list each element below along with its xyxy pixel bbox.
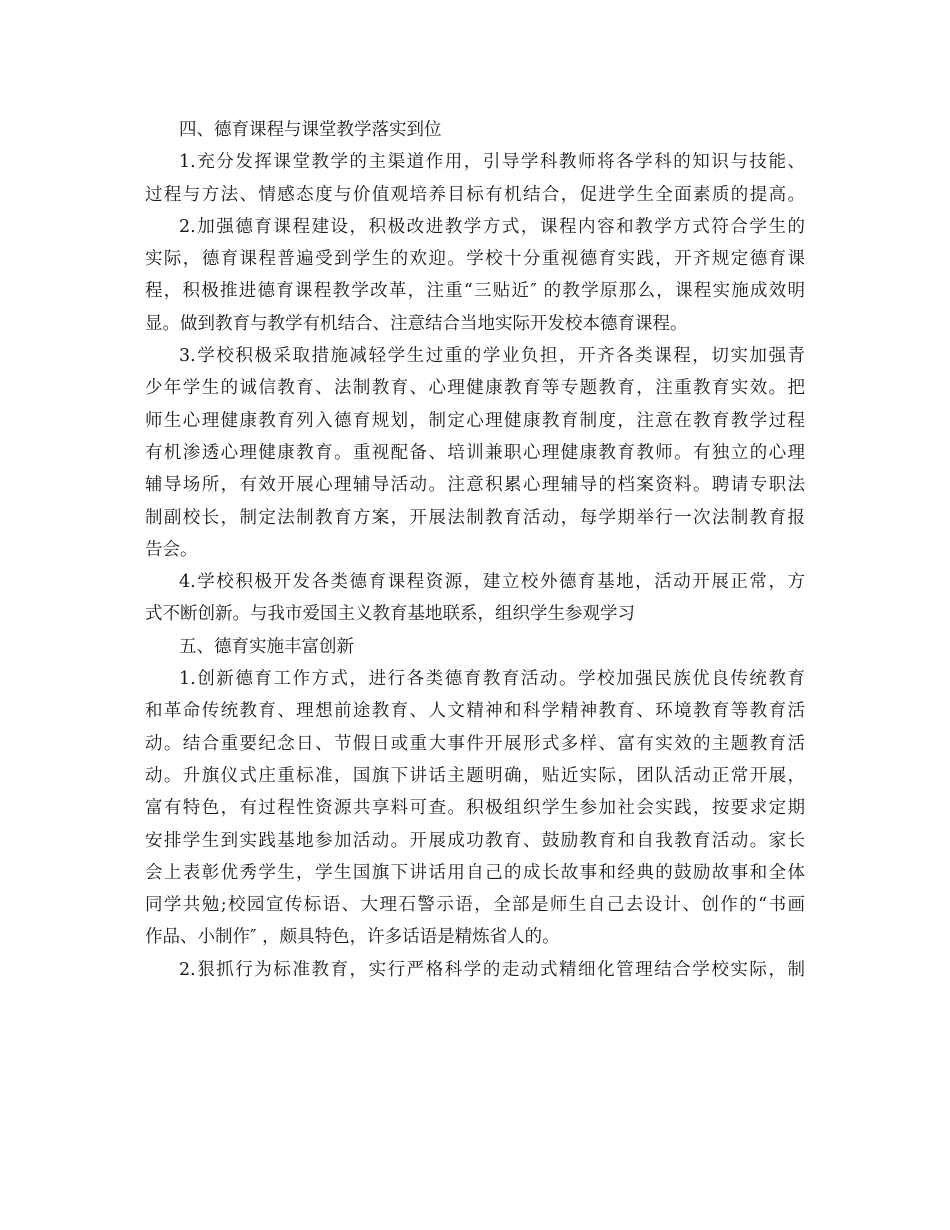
- document-page: [145, 114, 805, 986]
- text-line: 会上表彰优秀学生，学生国旗下讲话用自己的成长故事和经典的鼓励故事和全体: [145, 862, 805, 883]
- text-line: 同学共勉;校园宣传标语、大理石警示语，全部是师生自己去设计、创作的“书画: [145, 895, 805, 916]
- text-line: 安排学生到实践基地参加活动。开展成功教育、鼓励教育和自我教育活动。家长: [145, 830, 805, 851]
- text-line: 作品、小制作″ ，颇具特色，许多话语是精炼省人的。: [145, 927, 560, 948]
- text-line: 富有特色，有过程性资源共享料可查。积极组织学生参加社会实践，按要求定期: [145, 798, 805, 819]
- text-line: 少年学生的诚信教育、法制教育、心理健康教育等专题教育，注重教育实效。把: [145, 378, 805, 399]
- text-line: 3.学校积极采取措施减轻学生过重的学业负担，开齐各类课程，切实加强青: [179, 346, 805, 367]
- text-line: 有机渗透心理健康教育。重视配备、培训兼职心理健康教育教师。有独立的心理: [145, 442, 805, 463]
- text-line: 辅导场所，有效开展心理辅导活动。注意积累心理辅导的档案资料。聘请专职法: [145, 475, 805, 496]
- text-line: 2.狠抓行为标准教育，实行严格科学的走动式精细化管理结合学校实际，制: [179, 959, 805, 980]
- text-line: 五、德育实施丰富创新: [179, 636, 354, 657]
- text-line: 式不断创新。与我市爱国主义教育基地联系，组织学生参观学习: [145, 604, 635, 625]
- text-line: 1.创新德育工作方式，进行各类德育教育活动。学校加强民族优良传统教育: [179, 669, 805, 690]
- text-line: 4.学校积极开发各类德育课程资源，建立校外德育基地，活动开展正常，方: [179, 572, 805, 593]
- text-line: 1.充分发挥课堂教学的主渠道作用，引导学科教师将各学科的知识与技能、: [179, 152, 805, 173]
- text-line: 程，积极推进德育课程教学改革，注重“三贴近″ 的教学原那么，课程实施成效明: [145, 281, 805, 302]
- text-line: 四、德育课程与课堂教学落实到位: [179, 120, 442, 140]
- text-line: 告会。: [145, 539, 198, 560]
- text-line: 动。升旗仪式庄重标准，国旗下讲话主题明确，贴近实际，团队活动正常开展，: [145, 765, 805, 786]
- text-line: 师生心理健康教育列入德育规划，制定心理健康教育制度，注意在教育教学过程: [145, 410, 805, 431]
- text-line: 制副校长，制定法制教育方案，开展法制教育活动，每学期举行一次法制教育报: [145, 507, 805, 528]
- text-line: 和革命传统教育、理想前途教育、人文精神和科学精神教育、环境教育等教育活: [145, 701, 805, 722]
- text-line: 显。做到教育与教学有机结合、注意结合当地实际开发校本德育课程。: [145, 313, 688, 334]
- text-line: 实际，德育课程普遍受到学生的欢迎。学校十分重视德育实践，开齐规定德育课: [145, 249, 805, 270]
- text-line: 2.加强德育课程建设，积极改进教学方式，课程内容和教学方式符合学生的: [179, 216, 805, 237]
- text-line: 过程与方法、情感态度与价值观培养目标有机结合，促进学生全面素质的提高。: [145, 184, 805, 205]
- text-line: 动。结合重要纪念日、节假日或重大事件开展形式多样、富有实效的主题教育活: [145, 733, 805, 754]
